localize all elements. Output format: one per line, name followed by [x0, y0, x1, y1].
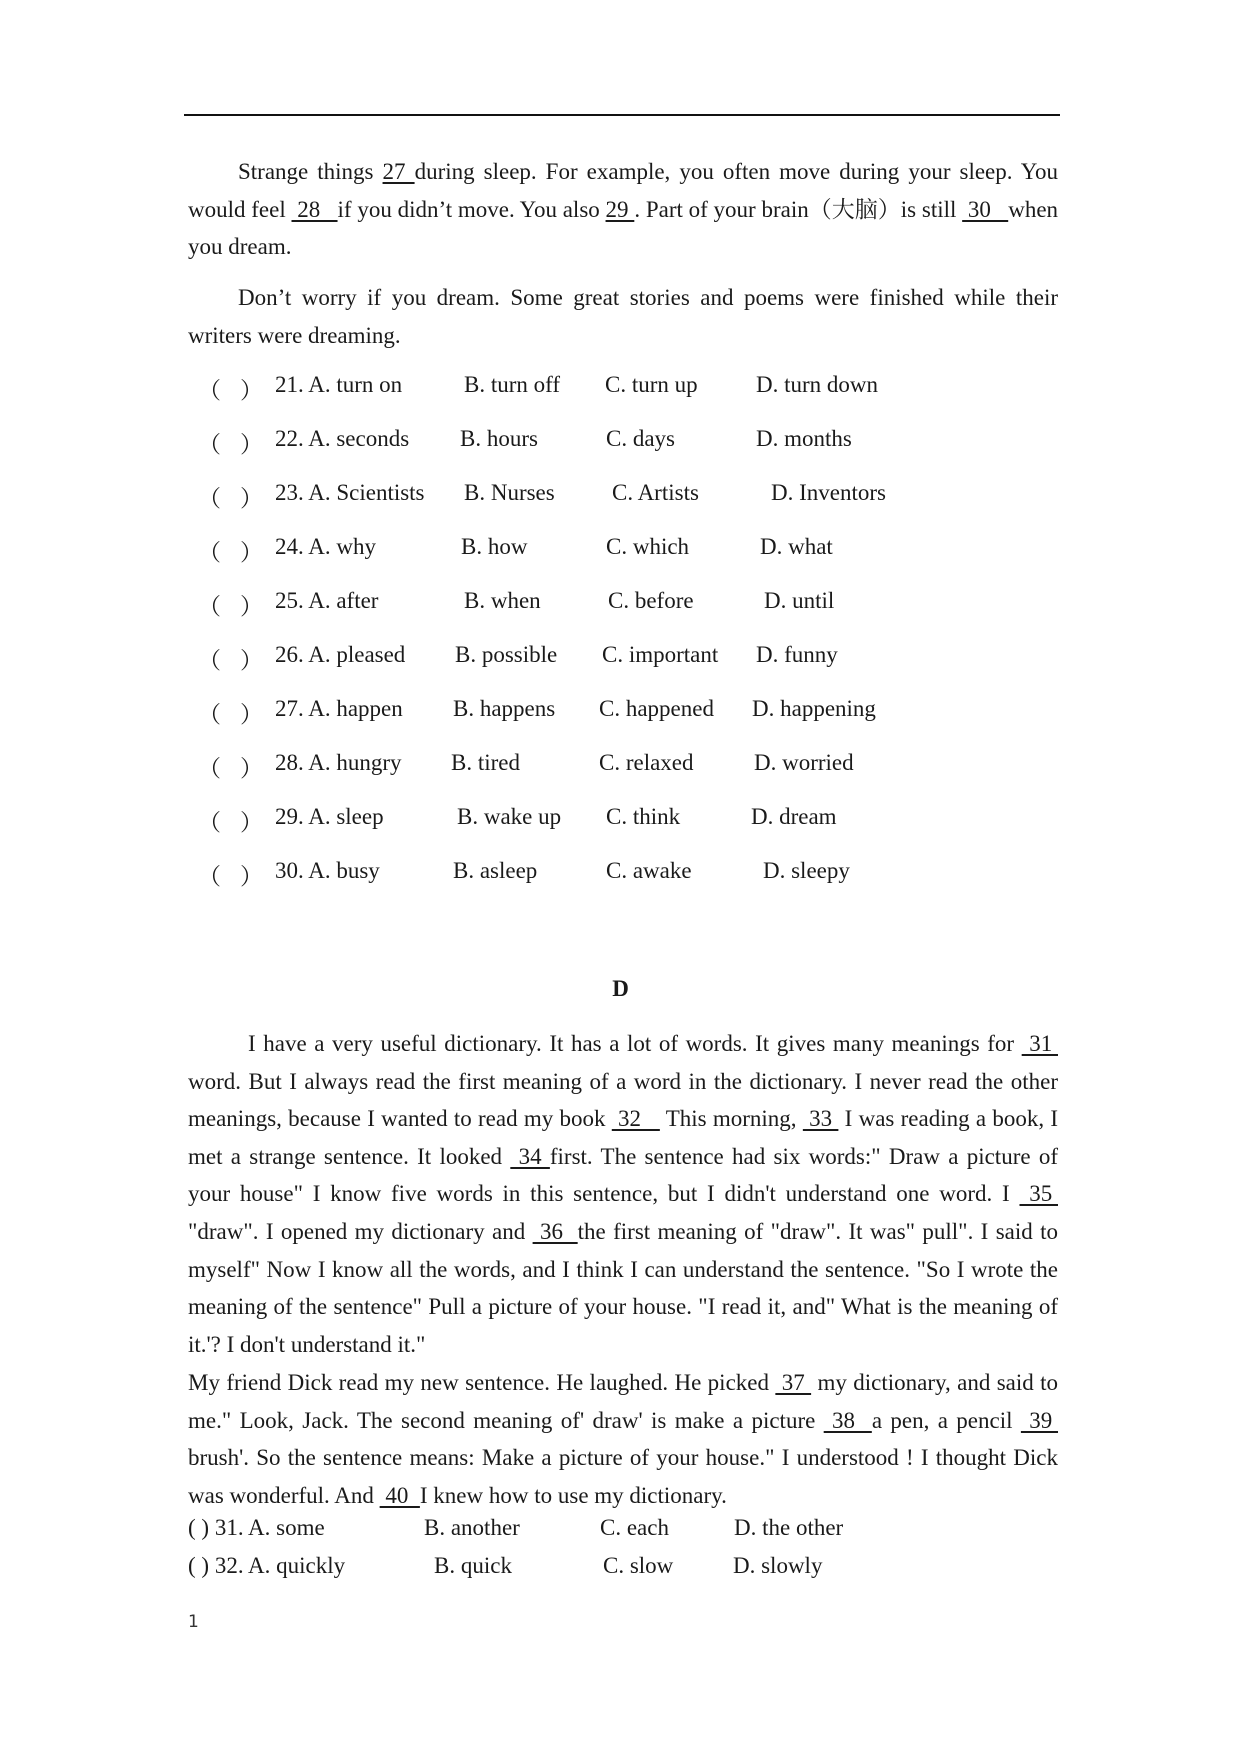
passage-c-paragraph-2: Don’t worry if you dream. Some great stories and poems were finished while their writers were dreaming. [188, 285, 1058, 348]
blank-34: 34 [510, 1143, 550, 1169]
question-22: （ ） 22. A. seconds B. hours C. days D. months [198, 426, 852, 457]
question-32: ( ) 32. A. quickly B. quick C. slow D. slowly [188, 1553, 823, 1578]
question-29: （ ） 29. A. sleep B. wake up C. think D. dream [198, 804, 837, 835]
blank-37: 37 [775, 1370, 812, 1395]
header-rule [184, 114, 1060, 116]
blank-39: 39 [1020, 1407, 1059, 1433]
passage-c-paragraph-1: Strange things 27 during sleep. For example, you often move during your sleep. You would feel 28 if you didn’t move. You also 29 . Part of your brain（大脑）is still 30 when you dream. [188, 159, 1059, 260]
blank-28: 28 [291, 196, 338, 222]
question-28: （ ） 28. A. hungry B. tired C. relaxed D. worried [198, 750, 854, 781]
question-21: （ ） 21. A. turn on B. turn off C. turn up D. turn down [198, 372, 879, 403]
blank-36: 36 [532, 1218, 578, 1244]
blank-38: 38 [823, 1407, 872, 1433]
blank-31: 31 [1021, 1031, 1058, 1056]
passage-d-paragraph-1: I have a very useful dictionary. It has a lot of words. It gives many meanings for 31 word. But I always read the first meaning of a word in the dictionary. I never read the other meanings, because I wanted to read my book 32 This morning, 33 I was reading a book, I met a strange sentence. It looked 34 first. The sentence had six words:" Draw a picture of your house" I know five words in this sentence, but I didn't understand one word. I 35 "draw". I opened my dictionary and 36 the first meaning of "draw". It was" pull". I said to myself" Now I know all the words, and I think I can understand the sentence. "So I wrote the meaning of the sentence" Pull a picture of your house. "I read it, and" What is the meaning of it.'? I don't understand it." [188, 1031, 1059, 1357]
questions-21-30 [188, 372, 1048, 912]
section-d-heading: D [612, 976, 629, 1001]
blank-29: 29 [605, 196, 635, 222]
blank-40: 40 [379, 1482, 420, 1508]
questions-31-32 [188, 1515, 1048, 1591]
blank-32: 32 [611, 1106, 660, 1132]
passage-d-paragraph-2: My friend Dick read my new sentence. He laughed. He picked 37 my dictionary, and said to me." Look, Jack. The second meaning of' draw' is make a picture 38 a pen, a pencil 39 brush'. So the sentence means: Make a picture of your house." I understood ! I thought Dick was wonderful. And 40 I knew how to use my dictionary. [188, 1370, 1059, 1508]
question-25: （ ） 25. A. after B. when C. before D. until [198, 588, 835, 619]
question-24: （ ） 24. A. why B. how C. which D. what [198, 534, 833, 565]
question-30: （ ） 30. A. busy B. asleep C. awake D. sleepy [198, 858, 850, 889]
blank-27: 27 [382, 159, 415, 184]
question-26: （ ） 26. A. pleased B. possible C. important D. funny [198, 642, 838, 673]
blank-33: 33 [802, 1106, 839, 1132]
question-31: ( ) 31. A. some B. another C. each D. the other [188, 1515, 844, 1540]
blank-30: 30 [962, 196, 1009, 222]
question-23: （ ） 23. A. Scientists B. Nurses C. Artists D. Inventors [198, 480, 886, 511]
blank-35: 35 [1019, 1181, 1058, 1207]
page-number: 1 [188, 1612, 199, 1632]
question-27: （ ） 27. A. happen B. happens C. happened D. happening [198, 696, 876, 727]
